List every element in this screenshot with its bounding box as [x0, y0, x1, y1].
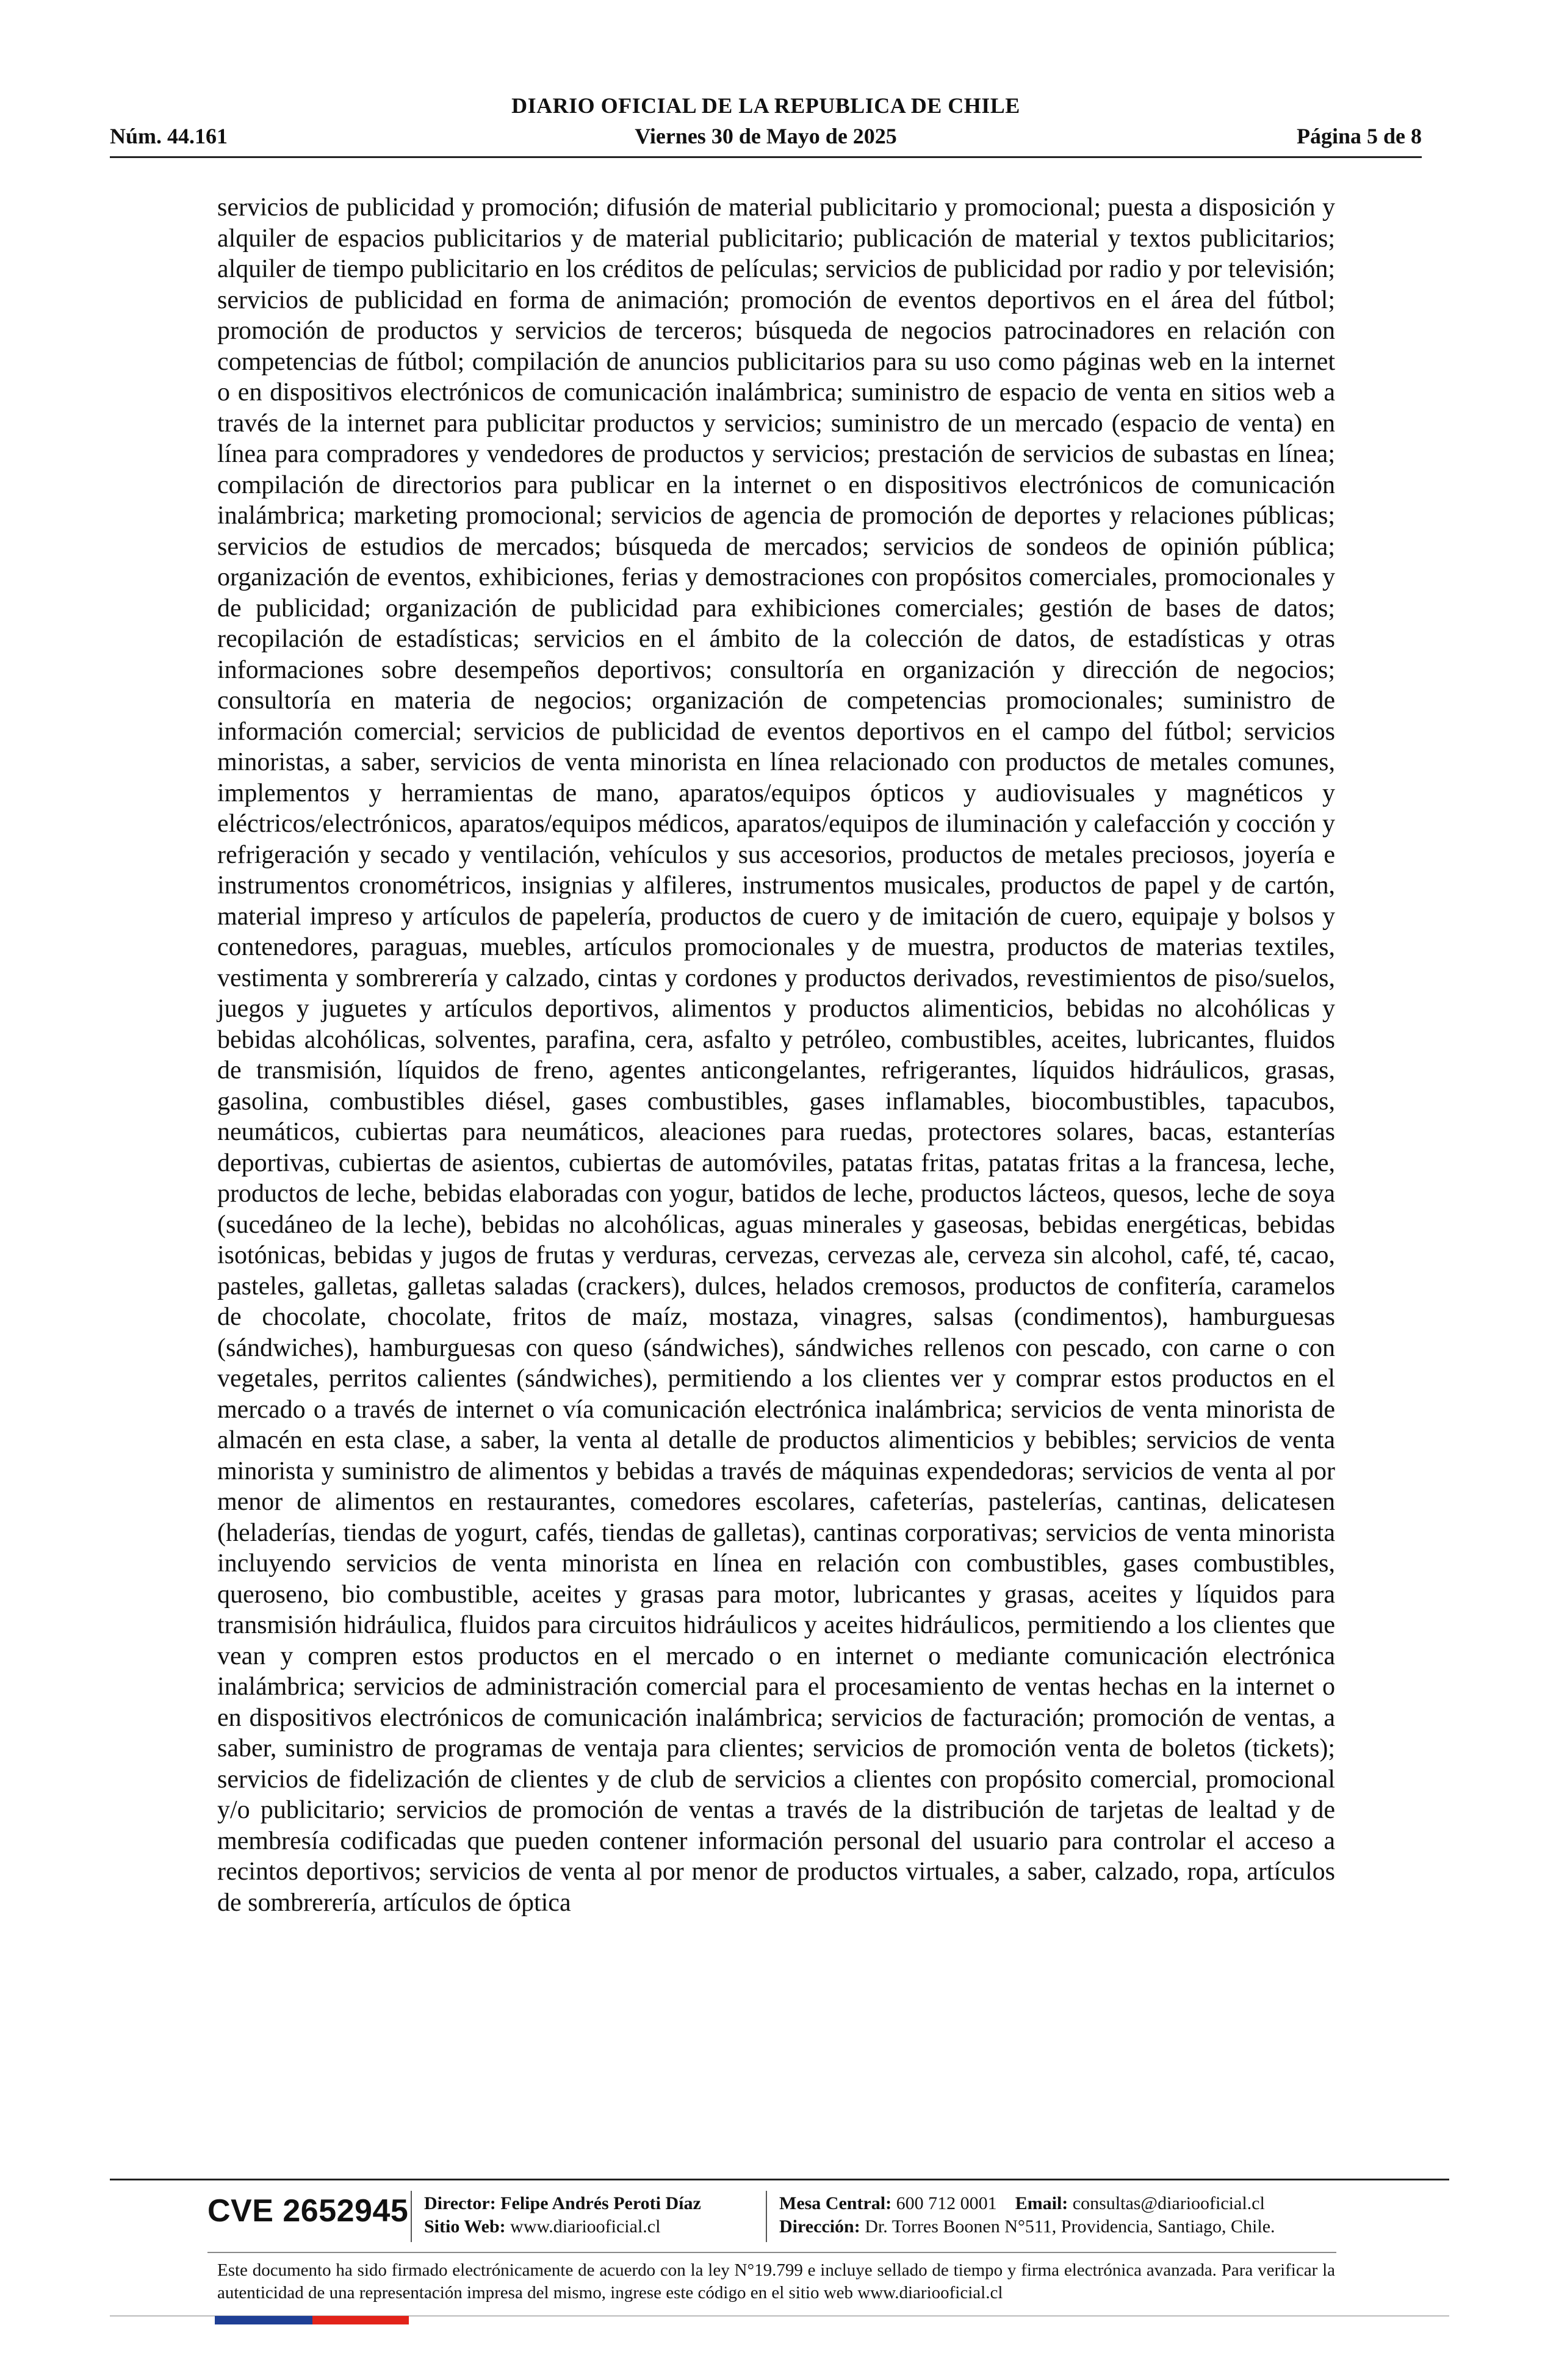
signature-notice: Este documento ha sido firmado electrónicamente de acuerdo con la ley N°19.799 e incluye sellado de tiempo y firma electrónica avanzada. Para verificar la autenticidad de una representación impresa del mismo, ingrese este código en el sitio web www.diariooficial.cl [217, 2260, 1335, 2302]
page-number: Página 5 de 8 [1296, 124, 1422, 148]
email-label: Email: [1015, 2193, 1068, 2213]
header-divider [110, 156, 1422, 158]
website-label: Sitio Web: [424, 2216, 506, 2237]
issue-date: Viernes 30 de Mayo de 2025 [635, 124, 897, 148]
footer-divider-mid [207, 2252, 1336, 2253]
issue-number: Núm. 44.161 [110, 124, 228, 148]
footer-separator [411, 2191, 412, 2242]
director-name: Felipe Andrés Peroti Díaz [500, 2193, 701, 2213]
mesa-phone: 600 712 0001 [896, 2193, 997, 2213]
director-label: Director: [424, 2193, 496, 2213]
cve-code: CVE 2652945 [207, 2193, 409, 2229]
body-paragraph: servicios de publicidad y promoción; difusión de material publicitario y promocional; puesta a disposición y alquiler de espacios publicitarios y de material publicitario; publicación de material y textos publicitarios; alquiler de tiempo publicitario en los créditos de películas; servicios de publicidad por radio y por televisión; servicios de publicidad en forma de animación; promoción de eventos deportivos en el área del fútbol; promoción de productos y servicios de terceros; búsqueda de negocios patrocinadores en relación con competencias de fútbol; compilación de anuncios publicitarios para su uso como páginas web en la internet o en dispositivos electrónicos de comunicación inalámbrica; suministro de espacio de venta en sitios web a través de la internet para publicitar productos y servicios; suministro de un mercado (espacio de venta) en línea para compradores y vendedores de productos y servicios; prestación de servicios de subastas en línea; compilación de directorios para publicar en la internet o en dispositivos electrónicos de comunicación inalámbrica; marketing promocional; servicios de agencia de promoción de deportes y relaciones públicas; servicios de estudios de mercados; búsqueda de mercados; servicios de sondeos de opinión pública; organización de eventos, exhibiciones, ferias y demostraciones con propósitos comerciales, promocionales y de publicidad; organización de publicidad para exhibiciones comerciales; gestión de bases de datos; recopilación de estadísticas; servicios en el ámbito de la colección de datos, de estadísticas y otras informaciones sobre desempeños deportivos; consultoría en organización y dirección de negocios; consultoría en materia de negocios; organización de competencias promocionales; suministro de información comercial; servicios de publicidad de eventos deportivos en el campo del fútbol; servicios minoristas, a saber, servicios de venta minorista en línea relacionado con productos de metales comunes, implementos y herramientas de mano, aparatos/equipos ópticos y audiovisuales y magnéticos y eléctricos/electrónicos, aparatos/equipos médicos, aparatos/equipos de iluminación y calefacción y cocción y refrigeración y secado y ventilación, vehículos y sus accesorios, productos de metales preciosos, joyería e instrumentos cronométricos, insignias y alfileres, instrumentos musicales, productos de papel y de cartón, material impreso y artículos de papelería, productos de cuero y de imitación de cuero, equipaje y bolsos y contenedores, paraguas, muebles, artículos promocionales y de muestra, productos de materias textiles, vestimenta y sombrerería y calzado, cintas y cordones y productos derivados, revestimientos de piso/suelos, juegos y juguetes y artículos deportivos, alimentos y productos alimenticios, bebidas no alcohólicas y bebidas alcohólicas, solventes, parafina, cera, asfalto y petróleo, combustibles, aceites, lubricantes, fluidos de transmisión, líquidos de freno, agentes anticongelantes, refrigerantes, líquidos hidráulicos, grasas, gasolina, combustibles diésel, gases combustibles, gases inflamables, biocombustibles, tapacubos, neumáticos, cubiertas para neumáticos, aleaciones para ruedas, protectores solares, bacas, estanterías deportivas, cubiertas de asientos, cubiertas de automóviles, patatas fritas, patatas fritas a la francesa, leche, productos de leche, bebidas elaboradas con yogur, batidos de leche, productos lácteos, quesos, leche de soya (sucedáneo de la leche), bebidas no alcohólicas, aguas minerales y gaseosas, bebidas energéticas, bebidas isotónicas, bebidas y jugos de frutas y verduras, cervezas, cervezas ale, cerveza sin alcohol, café, té, cacao, pasteles, galletas, galletas saladas (crackers), dulces, helados cremosos, productos de confitería, caramelos de chocolate, chocolate, fritos de maíz, mostaza, vinagres, salsas (condimentos), hamburguesas (sándwiches), hamburguesas con queso (sándwiches), sándwiches rellenos con pescado, con carne o con vegetales, perritos calientes (sándwiches), permitiendo a los clientes ver y comprar estos productos en el mercado o a través de internet o vía comunicación electrónica inalámbrica; servicios de venta minorista de almacén en esta clase, a saber, la venta al detalle de productos alimenticios y bebibles; servicios de venta minorista y suministro de alimentos y bebidas a través de máquinas expendedoras; servicios de venta al por menor de alimentos en restaurantes, comedores escolares, cafeterías, pastelerías, cantinas, delicatesen (heladerías, tiendas de yogurt, cafés, tiendas de galletas), cantinas corporativas; servicios de venta minorista incluyendo servicios de venta minorista en línea en relación con combustibles, gases combustibles, queroseno, bio combustible, aceites y grasas para motor, lubricantes y grasas, aceites y líquidos para transmisión hidráulica, fluidos para circuitos hidráulicos y aceites hidráulicos, permitiendo a los clientes que vean y compren estos productos en el mercado o en internet o mediante comunicación electrónica inalámbrica; servicios de administración comercial para el procesamiento de ventas hechas en la internet o en dispositivos electrónicos de comunicación inalámbrica; servicios de facturación; promoción de ventas, a saber, suministro de programas de ventaja para clientes; servicios de promoción venta de boletos (tickets); servicios de fidelización de clientes y de club de servicios a clientes con propósito comercial, promocional y/o publicitario; servicios de promoción de ventas a través de la distribución de tarjetas de lealtad y de membresía codificadas que pueden contener información personal del usuario para controlar el acceso a recintos deportivos; servicios de venta al por menor de productos virtuales, a saber, calzado, ropa, artículos de sombrerería, artículos de óptica [217, 193, 1335, 1917]
website-link[interactable]: www.diariooficial.cl [510, 2216, 661, 2237]
publication-title: DIARIO OFICIAL DE LA REPUBLICA DE CHILE [511, 93, 1020, 118]
footer-separator [766, 2191, 767, 2242]
footer-director-block [424, 2192, 701, 2238]
mesa-label: Mesa Central: [779, 2193, 892, 2213]
flag-blue-segment [215, 2316, 312, 2324]
page-header [110, 93, 1422, 160]
flag-red-segment [312, 2316, 409, 2324]
address-label: Dirección: [779, 2216, 860, 2237]
flag-stripe [215, 2316, 409, 2324]
address-value: Dr. Torres Boonen N°511, Providencia, Santiago, Chile. [865, 2216, 1275, 2237]
email-link[interactable]: consultas@diariooficial.cl [1072, 2193, 1265, 2213]
footer-divider-top [110, 2179, 1449, 2180]
footer-contact-block [779, 2192, 1275, 2238]
